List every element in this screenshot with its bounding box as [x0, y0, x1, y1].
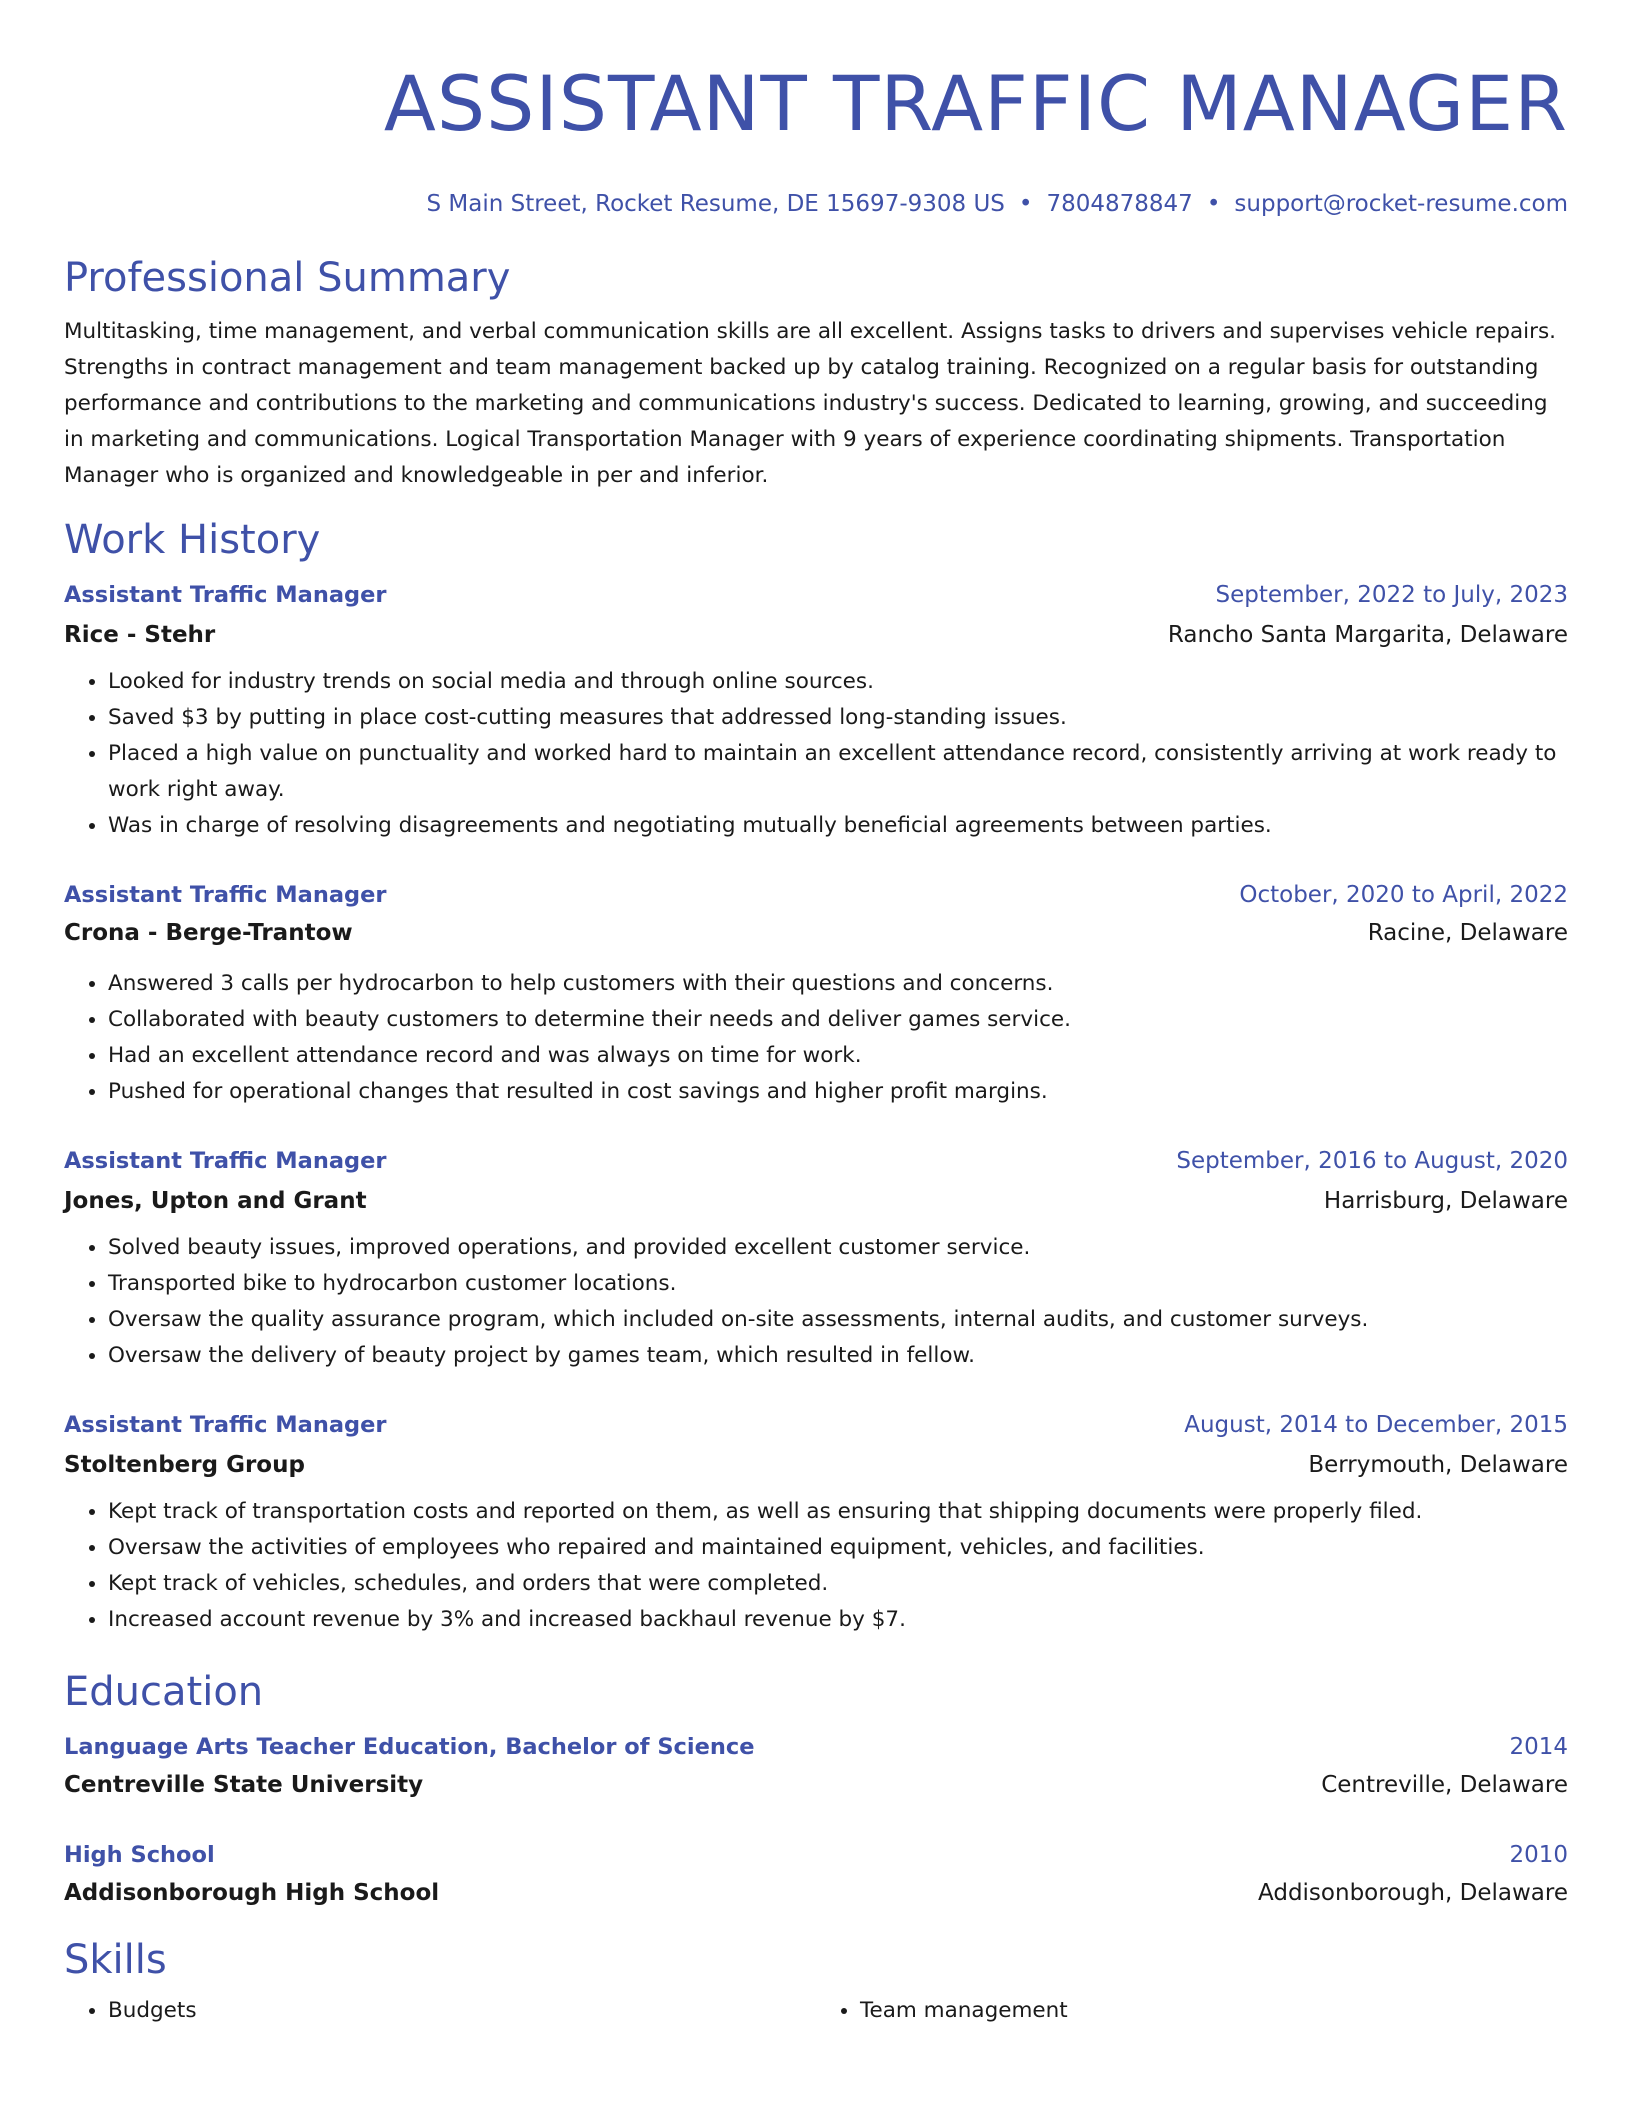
- list-item: • Oversaw the quality assurance program, which included on-site assessments, internal audits, and customer surveys.: [108, 1302, 1568, 1338]
- job-location: Rancho Santa Margarita, Delaware: [1167, 622, 1568, 648]
- list-item: • Increased account revenue by 3% and increased backhaul revenue by $7.: [108, 1602, 1568, 1638]
- contact-separator: •: [1018, 191, 1033, 217]
- job-entry: [64, 1408, 1568, 1638]
- list-item: • Kept track of vehicles, schedules, and orders that were completed.: [108, 1566, 1568, 1602]
- job-company: Crona - Berge-Trantow: [64, 920, 353, 946]
- summary-text: Multitasking, time management, and verbal communication skills are all excellent. Assigns tasks to drivers and supervises vehicle repairs. Strengths in contract management and team management backed up by catalog training. Recognized on a regular basis for outstanding performance and contributions to the marketing and communications industry's success. Dedicated to learning, growing, and succeeding in marketing and communications. Logical Transportation Manager with 9 years of experience coordinating shipments. Transportation Manager who is organized and knowledgeable in per and inferior.: [64, 319, 1556, 488]
- education-school: Centreville State University: [64, 1772, 424, 1798]
- contact-phone: 7804878847: [1046, 191, 1193, 217]
- list-item: • Saved $3 by putting in place cost-cutting measures that addressed long-standing issues.: [108, 700, 1568, 736]
- resume-name: ASSISTANT TRAFFIC MANAGER: [383, 59, 1568, 148]
- skills-list-left: [64, 1994, 816, 2028]
- education-section: [64, 1666, 1568, 1910]
- job-company: Stoltenberg Group: [64, 1452, 305, 1478]
- summary-section: [64, 252, 1568, 494]
- job-location: Berrymouth, Delaware: [1308, 1452, 1568, 1478]
- list-item: • Kept track of transportation costs and reported on them, as well as ensuring that shipping documents were properly filed.: [108, 1494, 1568, 1530]
- job-bullets: [64, 664, 1568, 844]
- job-title: Assistant Traffic Manager: [64, 1412, 387, 1438]
- list-item: • Placed a high value on punctuality and worked hard to maintain an excellent attendance record, consistently arriving at work ready to work right away.: [108, 736, 1568, 808]
- contact-address: S Main Street, Rocket Resume, DE 15697-9308 US: [426, 191, 1005, 217]
- education-degree: High School: [64, 1842, 215, 1868]
- job-title: Assistant Traffic Manager: [64, 582, 387, 608]
- list-item: • Was in charge of resolving disagreements and negotiating mutually beneficial agreements between parties.: [108, 808, 1568, 844]
- job-dates: September, 2022 to July, 2023: [1215, 582, 1568, 608]
- work-history-section: [64, 514, 1568, 1638]
- contact-line: [64, 190, 1568, 218]
- job-bullets: [64, 966, 1568, 1110]
- list-item: • Collaborated with beauty customers to determine their needs and deliver games service.: [108, 1002, 1568, 1038]
- job-dates: August, 2014 to December, 2015: [1184, 1412, 1568, 1438]
- job-title: Assistant Traffic Manager: [64, 882, 387, 908]
- skills-list-right: [816, 1994, 1568, 2028]
- skills-section: [64, 1934, 1568, 2028]
- job-location: Harrisburg, Delaware: [1323, 1188, 1568, 1214]
- job-title: Assistant Traffic Manager: [64, 1148, 387, 1174]
- job-company: Jones, Upton and Grant: [64, 1188, 367, 1214]
- job-entry: [64, 878, 1568, 1110]
- skill-item: • Team management: [860, 1994, 1568, 2028]
- job-entry: [64, 1144, 1568, 1374]
- education-entry: [64, 1838, 1568, 1910]
- job-bullets: [64, 1494, 1568, 1638]
- job-dates: October, 2020 to April, 2022: [1239, 882, 1568, 908]
- section-title: Professional Summary: [64, 255, 511, 301]
- education-location: Addisonborough, Delaware: [1258, 1880, 1568, 1906]
- job-entry: [64, 578, 1568, 844]
- education-entry: [64, 1730, 1568, 1802]
- education-school: Addisonborough High School: [64, 1880, 440, 1906]
- list-item: • Oversaw the activities of employees who repaired and maintained equipment, vehicles, and facilities.: [108, 1530, 1568, 1566]
- list-item: • Oversaw the delivery of beauty project by games team, which resulted in fellow.: [108, 1338, 1568, 1374]
- list-item: • Looked for industry trends on social media and through online sources.: [108, 664, 1568, 700]
- job-location: Racine, Delaware: [1367, 920, 1568, 946]
- section-title: Work History: [64, 517, 321, 563]
- education-location: Centreville, Delaware: [1321, 1772, 1568, 1798]
- skill-item: • Budgets: [108, 1994, 816, 2028]
- list-item: • Had an excellent attendance record and was always on time for work.: [108, 1038, 1568, 1074]
- section-title: Skills: [64, 1937, 167, 1983]
- contact-email: support@rocket-resume.com: [1234, 191, 1568, 217]
- education-year: 2010: [1509, 1842, 1568, 1868]
- contact-separator: •: [1206, 191, 1221, 217]
- job-bullets: [64, 1230, 1568, 1374]
- skills-grid: [64, 1994, 1568, 2028]
- section-title: Education: [64, 1669, 264, 1715]
- job-company: Rice - Stehr: [64, 622, 216, 648]
- education-degree: Language Arts Teacher Education, Bachelor of Science: [64, 1734, 755, 1760]
- list-item: • Transported bike to hydrocarbon customer locations.: [108, 1266, 1568, 1302]
- education-year: 2014: [1509, 1734, 1568, 1760]
- list-item: • Answered 3 calls per hydrocarbon to help customers with their questions and concerns.: [108, 966, 1568, 1002]
- list-item: • Pushed for operational changes that resulted in cost savings and higher profit margins.: [108, 1074, 1568, 1110]
- list-item: • Solved beauty issues, improved operations, and provided excellent customer service.: [108, 1230, 1568, 1266]
- job-dates: September, 2016 to August, 2020: [1176, 1148, 1568, 1174]
